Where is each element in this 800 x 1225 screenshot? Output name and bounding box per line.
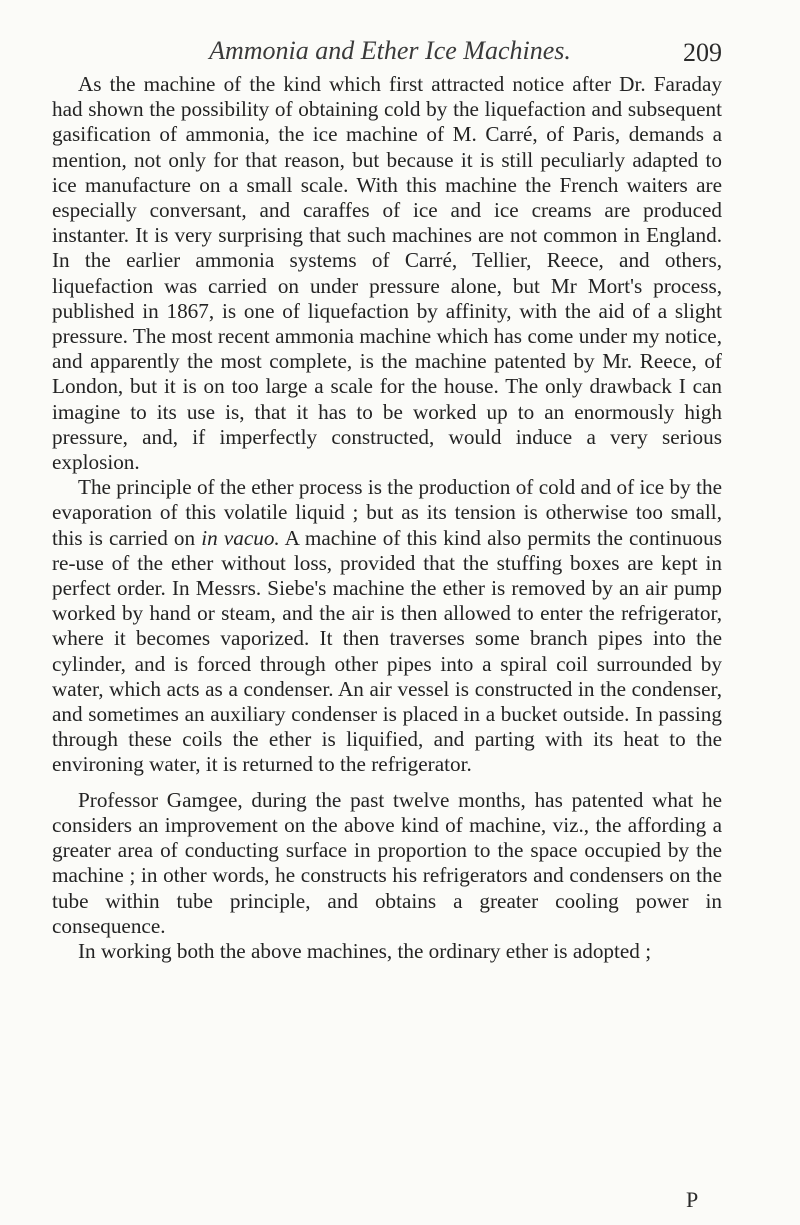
running-head-title: Ammonia and Ether Ice Machines.	[209, 36, 571, 65]
paragraph-ammonia: As the machine of the kind which first attracted notice after Dr. Faraday had shown the possibility of obtaining cold by the liquefaction and subsequent gasification of ammonia, the ice machine of M. Carré, of Paris, demands a mention, not only for that reason, but because it is still peculiarly adapted to ice manufacture on a small scale. With this machine the French waiters are especially conversant, and caraffes of ice and ice creams are produced instanter. It is very surprising that such machines are not common in England. In the earlier ammonia systems of Carré, Tellier, Reece, and others, liquefaction was carried on under pressure alone, but Mr Mort's process, published in 1867, is one of liquefaction by affinity, with the aid of a slight pressure. The most recent ammonia machine which has come under my notice, and apparently the most complete, is the machine patented by Mr. Reece, of London, but it is on too large a scale for the house. The only drawback I can imagine to its use is, that it has to be worked up to an enormously high pressure, and, if imperfectly constructed, would induce a very serious explosion.	[52, 72, 722, 475]
signature-mark: P	[686, 1187, 699, 1212]
in-vacuo-italic: in vacuo.	[201, 525, 280, 550]
paragraph-ether-text-start: The principle of the ether process is the production of cold and of ice by the evaporation of this volatile liquid ; but as its tension is otherwise too small, this is carried on	[52, 475, 722, 550]
paragraph-working: In working both the above machines, the ordinary ether is adopted ;	[78, 938, 652, 963]
running-head	[80, 28, 722, 68]
paragraph-gamgee: Professor Gamgee, during the past twelve months, has patented what he considers an improvement on the above kind of machine, viz., the affording a greater area of conducting surface in proportion to the space occupied by the machine ; in other words, he constructs his refrigerators and condensers on the tube within tube principle, and obtains a greater cooling power in consequence.	[52, 787, 722, 938]
page-number: 209	[683, 38, 722, 67]
paragraph-ether-text-end: A machine of this kind also permits the continuous re-use of the ether without loss, provided that the stuffing boxes are kept in perfect order. In Messrs. Siebe's machine the ether is removed by an air pump worked by hand or steam, and the air is then allowed to enter the refrigerator, where it becomes vaporized. It then traverses some branch pipes into the cylinder, and is forced through other pipes into a spiral coil surrounded by water, which acts as a condenser. An air vessel is constructed in the condenser, and sometimes an auxiliary condenser is placed in a bucket outside. In passing through these coils the ether is liquified, and parting with its heat to the environing water, it is returned to the refrigerator.	[52, 525, 722, 777]
paragraph-ether-process	[52, 475, 722, 777]
body-text	[52, 72, 722, 964]
